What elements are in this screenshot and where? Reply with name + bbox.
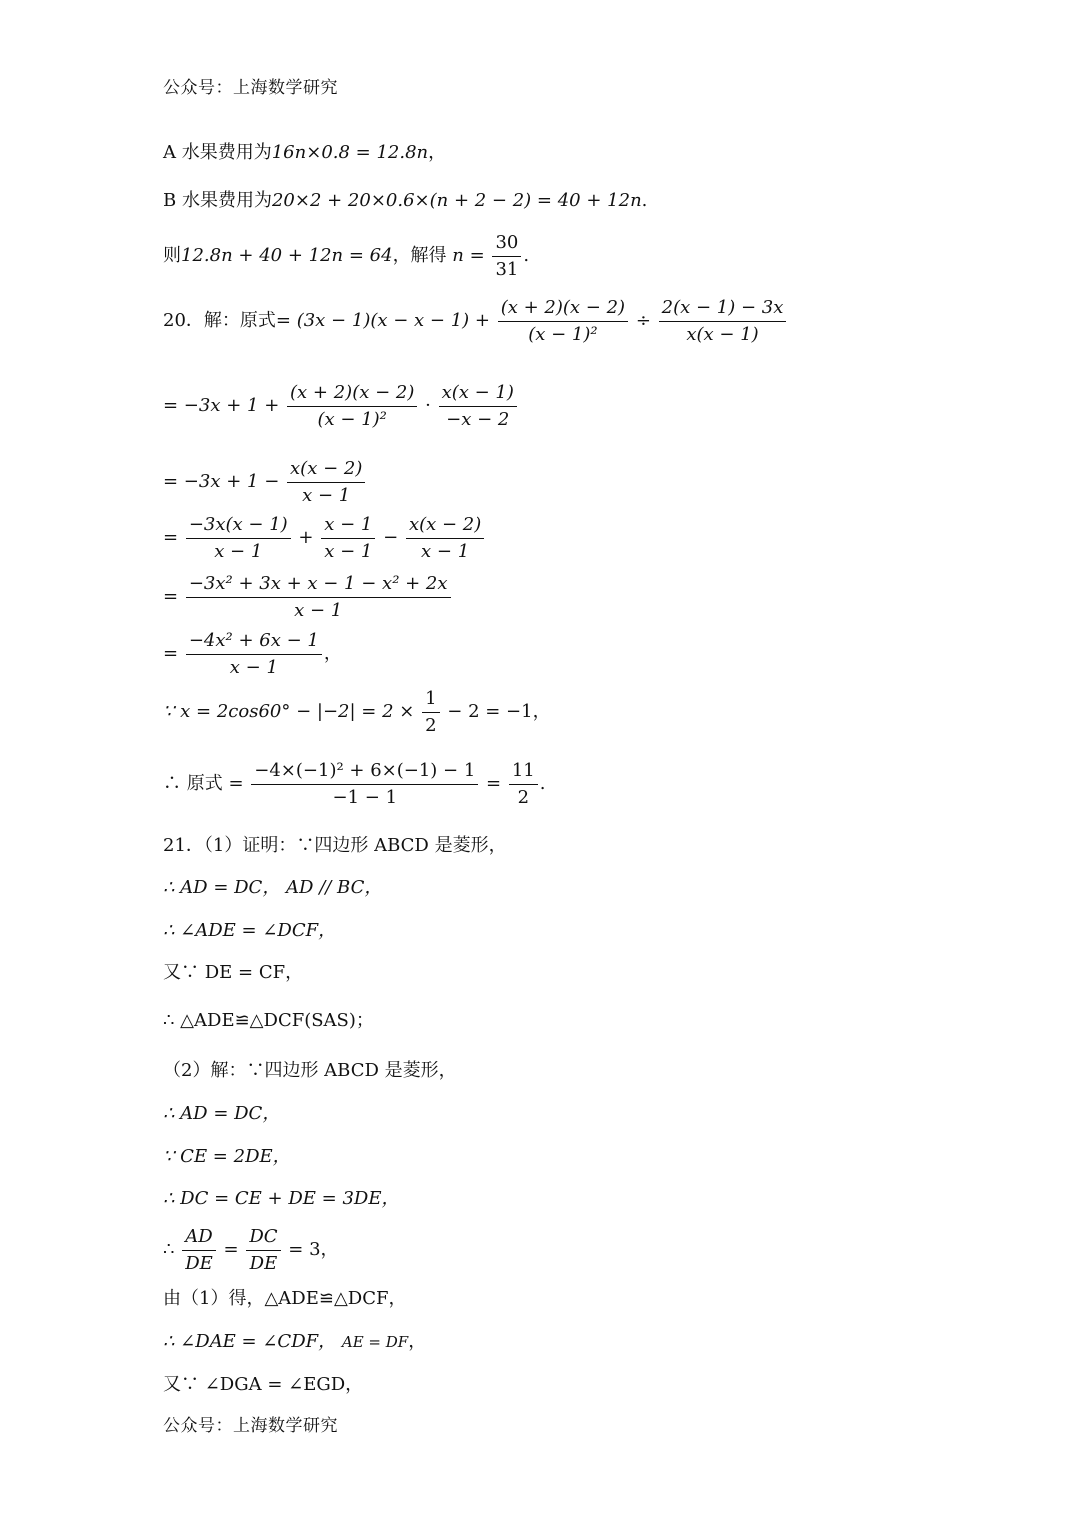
q20-line-4 bbox=[163, 514, 486, 562]
q21-10-f2-num: DC bbox=[246, 1226, 280, 1251]
s2-expr: = −3x + 1 + bbox=[163, 395, 280, 417]
q21-10-label: ∴ bbox=[163, 1239, 175, 1261]
c-tail: . bbox=[523, 245, 530, 267]
s8-f-den: −1 − 1 bbox=[332, 786, 398, 808]
s7-fraction bbox=[422, 688, 439, 736]
c-n: n = bbox=[452, 245, 485, 267]
s2-fraction-1 bbox=[287, 382, 417, 430]
q21-12-ae-df: AE = DF bbox=[341, 1333, 409, 1351]
q20-label: 20．解：原式 bbox=[163, 310, 276, 332]
s4-plus: + bbox=[298, 527, 314, 549]
line-solve-n bbox=[163, 232, 529, 280]
s2-f2-den: −x − 2 bbox=[446, 408, 510, 430]
n-fraction-num: 30 bbox=[492, 232, 521, 257]
s5-f-num: −3x² + 3x + x − 1 − x² + 2x bbox=[186, 573, 451, 598]
page-header: 公众号：上海数学研究 bbox=[163, 78, 338, 98]
q21-line-8: ∵ CE = 2DE， bbox=[163, 1146, 291, 1167]
line-a-fruit-cost bbox=[163, 142, 446, 164]
q20-f1-den: (x − 1)² bbox=[528, 323, 598, 345]
q20-line-6 bbox=[163, 630, 342, 678]
q20-line-7 bbox=[163, 688, 551, 736]
page-footer: 公众号：上海数学研究 bbox=[163, 1416, 338, 1436]
s4-f1-den: x − 1 bbox=[214, 540, 263, 562]
s6-fraction bbox=[186, 630, 322, 678]
b-label: B 水果费用为 bbox=[163, 190, 272, 211]
q21-line-2: ∴ AD = DC， AD // BC， bbox=[163, 877, 383, 898]
s6-f-den: x − 1 bbox=[229, 656, 278, 678]
s4-fraction-3 bbox=[406, 514, 484, 562]
s2-f1-den: (x − 1)² bbox=[317, 408, 387, 430]
s8-r-den: 2 bbox=[517, 786, 530, 808]
a-tail: ， bbox=[428, 142, 447, 163]
s8-result bbox=[509, 760, 538, 808]
q21-line-10 bbox=[163, 1226, 339, 1274]
q21-line-12 bbox=[163, 1331, 426, 1353]
s4-minus: − bbox=[383, 527, 399, 549]
q21-line-5: ∴ △ADE≌△DCF(SAS)； bbox=[163, 1010, 374, 1031]
q20-f1-num: (x + 2)(x − 2) bbox=[498, 297, 628, 322]
q21-12-tail: ， bbox=[408, 1331, 427, 1352]
s5-f-den: x − 1 bbox=[294, 599, 343, 621]
s7-f-num: 1 bbox=[422, 688, 439, 713]
s5-fraction bbox=[186, 573, 451, 621]
c-label: 则 bbox=[163, 245, 181, 267]
s3-expr: = −3x + 1 − bbox=[163, 471, 280, 493]
s2-dot: · bbox=[425, 395, 431, 417]
s7-tail: − 2 = −1， bbox=[447, 701, 551, 723]
s8-fraction bbox=[251, 760, 478, 808]
s4-fraction-2 bbox=[321, 514, 375, 562]
s4-f2-num: x − 1 bbox=[321, 514, 375, 539]
q21-10-f1-den: DE bbox=[185, 1252, 213, 1274]
s8-eq: = bbox=[486, 773, 502, 795]
s5-eq: = bbox=[163, 586, 179, 608]
q20-expr: = (3x − 1)(x − x − 1) + bbox=[275, 310, 490, 332]
a-expression: 16n×0.8 = 12.8n bbox=[271, 142, 429, 163]
q21-line-1: 21．（1）证明：∵四边形 ABCD 是菱形， bbox=[163, 835, 507, 856]
q21-10-f1-num: AD bbox=[182, 1226, 215, 1251]
q20-line-2 bbox=[163, 382, 519, 430]
n-fraction-den: 31 bbox=[495, 258, 519, 280]
s4-eq: = bbox=[163, 527, 179, 549]
q20-line-8 bbox=[163, 760, 546, 808]
q21-line-3: ∴ ∠ADE = ∠DCF， bbox=[163, 920, 337, 941]
q21-line-9: ∴ DC = CE + DE = 3DE， bbox=[163, 1188, 400, 1209]
q21-line-11: 由（1）得，△ADE≌△DCF， bbox=[163, 1288, 407, 1309]
s7-expr: ∵ x = 2cos60° − |−2| = 2 × bbox=[163, 701, 415, 723]
b-tail: . bbox=[641, 190, 648, 211]
s8-r-num: 11 bbox=[509, 760, 538, 785]
s2-f1-num: (x + 2)(x − 2) bbox=[287, 382, 417, 407]
s6-eq: = bbox=[163, 643, 179, 665]
s8-f-num: −4×(−1)² + 6×(−1) − 1 bbox=[251, 760, 478, 785]
q21-10-eq: = bbox=[223, 1239, 239, 1261]
c-mid: ，解得 bbox=[392, 245, 447, 267]
s6-tail: ， bbox=[323, 643, 342, 665]
q21-10-f2-den: DE bbox=[249, 1252, 278, 1274]
q21-10-tail: = 3， bbox=[288, 1239, 339, 1261]
s4-fraction-1 bbox=[186, 514, 291, 562]
q21-line-6: （2）解：∵四边形 ABCD 是菱形， bbox=[163, 1060, 457, 1081]
q21-12-angles: ∴ ∠DAE = ∠CDF， bbox=[163, 1331, 337, 1352]
s4-f3-num: x(x − 2) bbox=[406, 514, 484, 539]
s3-f-den: x − 1 bbox=[302, 484, 351, 506]
s7-f-den: 2 bbox=[425, 714, 437, 736]
q21-line-13: 又∵ ∠DGA = ∠EGD， bbox=[163, 1374, 364, 1395]
q20-f2-den: x(x − 1) bbox=[686, 323, 759, 345]
c-expression: 12.8n + 40 + 12n = 64 bbox=[181, 245, 393, 267]
s3-fraction bbox=[287, 458, 365, 506]
s2-fraction-2 bbox=[439, 382, 517, 430]
q20-fraction-2 bbox=[659, 297, 787, 345]
b-expression: 20×2 + 20×0.6×(n + 2 − 2) = 40 + 12n bbox=[271, 190, 642, 211]
line-b-fruit-cost bbox=[163, 190, 647, 212]
q20-f2-num: 2(x − 1) − 3x bbox=[659, 297, 787, 322]
s4-f2-den: x − 1 bbox=[324, 540, 373, 562]
q21-line-7: ∴ AD = DC， bbox=[163, 1103, 281, 1124]
q21-10-fraction-1 bbox=[182, 1226, 216, 1274]
q20-divide: ÷ bbox=[635, 310, 651, 332]
s3-f-num: x(x − 2) bbox=[287, 458, 365, 483]
q20-line-3 bbox=[163, 458, 367, 506]
n-fraction bbox=[492, 232, 521, 280]
s2-f2-num: x(x − 1) bbox=[439, 382, 517, 407]
s8-label: ∴ 原式 = bbox=[163, 773, 244, 795]
q20-line-5 bbox=[163, 573, 453, 621]
s6-f-num: −4x² + 6x − 1 bbox=[186, 630, 322, 655]
q20-line-1 bbox=[163, 297, 788, 345]
a-label: A 水果费用为 bbox=[163, 142, 272, 163]
s8-tail: . bbox=[539, 773, 546, 795]
q21-10-fraction-2 bbox=[246, 1226, 280, 1274]
q20-fraction-1 bbox=[498, 297, 628, 345]
s4-f3-den: x − 1 bbox=[421, 540, 470, 562]
q21-line-4: 又∵ DE = CF， bbox=[163, 962, 304, 983]
s4-f1-num: −3x(x − 1) bbox=[186, 514, 291, 539]
